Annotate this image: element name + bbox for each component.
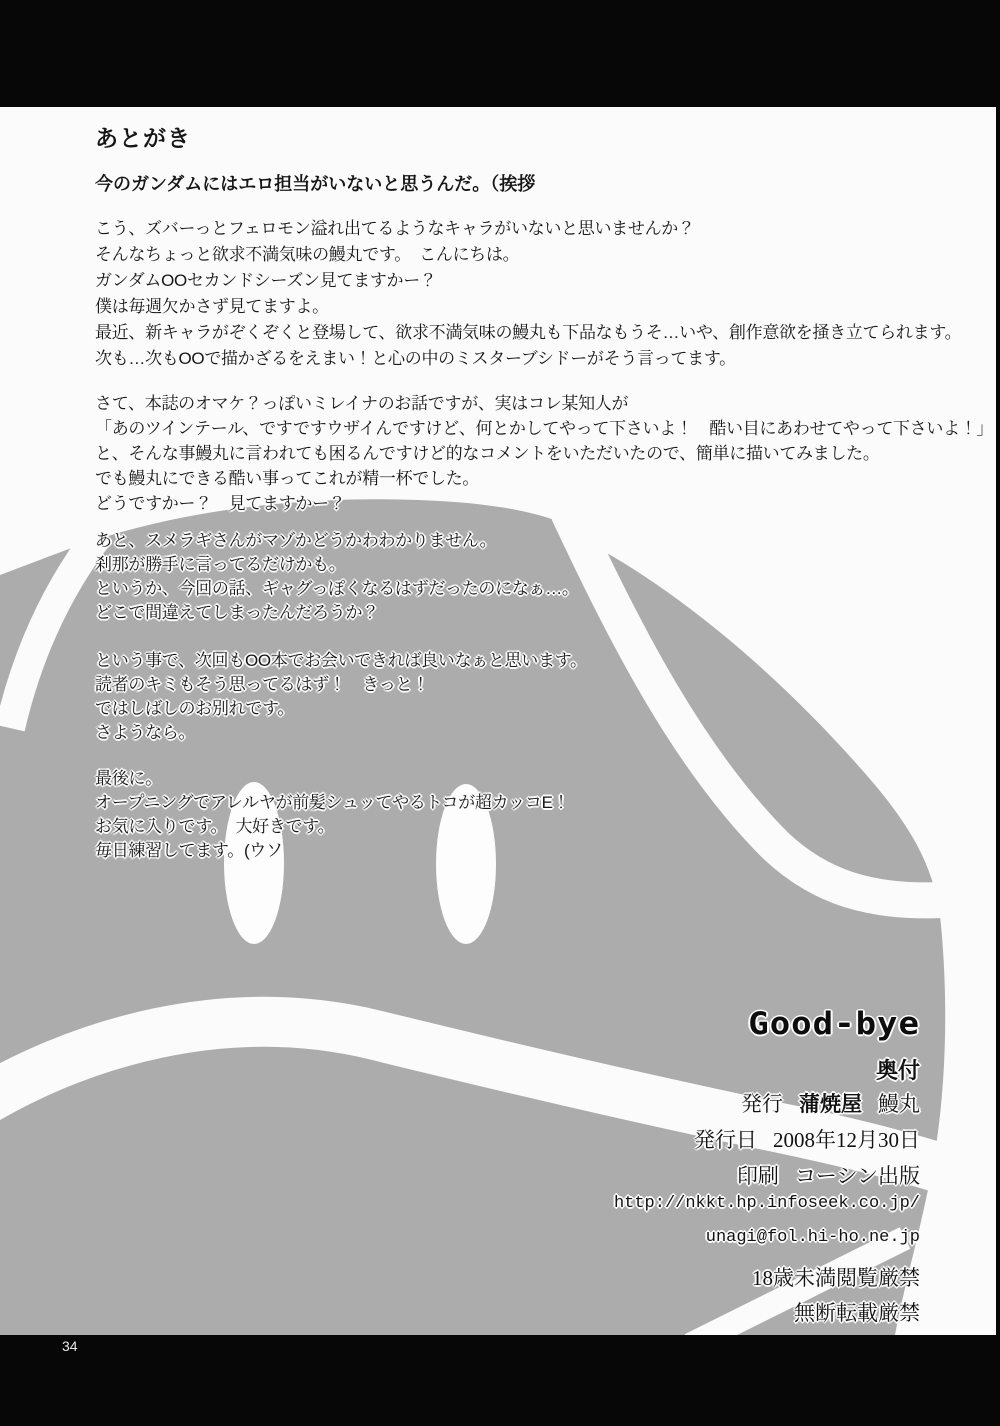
colophon-date-line <box>694 1124 920 1154</box>
page-number: 34 <box>62 1338 78 1354</box>
text-line: どうですかー？ 見てますかー？ <box>95 494 346 513</box>
afterword-paragraph-3 <box>95 529 579 625</box>
text-line: 次も…次もOOで描かざるをえまい！と心の中のミスターブシドーがそう言ってます。 <box>95 349 736 368</box>
text-line: ガンダムOOセカンドシーズン見てますかー？ <box>95 271 437 290</box>
printer-value: コーシン出版 <box>794 1164 920 1188</box>
date-value: 2008年12月30日 <box>773 1128 920 1152</box>
text-line: でも鰻丸にできる酷い事ってこれが精一杯でした。 <box>95 469 480 488</box>
text-line: 僕は毎週欠かさず見てますよ。 <box>95 297 329 316</box>
afterword-title: あとがき <box>95 125 191 151</box>
text-line: そんなちょっと欲求不満気味の鰻丸です。 こんにちは。 <box>95 245 520 264</box>
text-line: という事で、次回もOO本でお会いできれば良いなぁと思います。 <box>95 651 587 670</box>
afterword-paragraph-5 <box>95 767 569 863</box>
text-line: というか、今回の話、ギャグっぽくなるはずだったのになぁ…。 <box>95 579 579 598</box>
text-line: 「あのツインテール、ですですウザイんですけど、何とかしてやって下さいよ！ 酷い目にあわせてやって下さいよ！」 <box>95 419 994 438</box>
colophon-url: http://nkkt.hp.infoseek.co.jp/ <box>613 1194 920 1213</box>
text-line: さようなら。 <box>95 723 196 742</box>
afterword-paragraph-1 <box>95 216 961 372</box>
colophon-email: unagi@fol.hi-ho.ne.jp <box>705 1228 920 1247</box>
text-line: さて、本誌のオマケ？っぽいミレイナのお話ですが、実はコレ某知人が <box>95 394 629 413</box>
goodbye-logo: Good-bye <box>748 1005 920 1043</box>
text-line: どこで間違えてしまったんだろうか？ <box>95 603 379 622</box>
text-line: 最後に。 <box>95 769 162 788</box>
text-line: オープニングでアレルヤが前髪シュッてやるトコが超カッコE！ <box>95 793 570 812</box>
top-border-band <box>0 0 1000 107</box>
colophon-age-notice: 18歳未満閲覧厳禁 <box>752 1266 920 1290</box>
publisher-circle-name: 蒲焼屋 <box>799 1093 862 1116</box>
publisher-label: 発行 <box>741 1092 783 1116</box>
colophon-printer-line <box>737 1160 920 1190</box>
publisher-author-name: 鰻丸 <box>878 1092 920 1116</box>
text-line: ではしばしのお別れです。 <box>95 699 295 718</box>
date-label: 発行日 <box>694 1128 757 1152</box>
text-line: と、そんな事鰻丸に言われても困るんですけど的なコメントをいただいたので、簡単に描いてみました。 <box>95 444 880 463</box>
text-line: お気に入りです。 大好きです。 <box>95 817 335 836</box>
colophon-reprint-notice: 無断転載厳禁 <box>794 1301 920 1325</box>
afterword-intro: 今のガンダムにはエロ担当がいないと思うんだ。（挨拶 <box>95 174 536 194</box>
afterword-paragraph-4 <box>95 649 587 745</box>
text-line: 読者のキミもそう思ってるはず！ きっと！ <box>95 675 429 694</box>
text-line: こう、ズバーっとフェロモン溢れ出てるようなキャラがいないと思いませんか？ <box>95 219 695 238</box>
colophon-heading: 奥付 <box>875 1058 920 1083</box>
text-line: あと、スメラギさんがマゾかどうかわわかりません。 <box>95 531 497 550</box>
right-border-strip <box>996 0 1000 1426</box>
text-line: 最近、新キャラがぞくぞくと登場して、欲求不満気味の鰻丸も下品なもうそ…いや、創作意欲を掻き立てられます。 <box>95 323 962 342</box>
afterword-paragraph-2 <box>95 391 993 516</box>
bottom-border-band <box>0 1335 1000 1426</box>
text-line: 毎日練習してます。(ウソ <box>95 841 283 860</box>
printer-label: 印刷 <box>736 1164 779 1188</box>
text-line: 刹那が勝手に言ってるだけかも。 <box>95 555 346 574</box>
colophon-publisher-line <box>741 1088 920 1118</box>
